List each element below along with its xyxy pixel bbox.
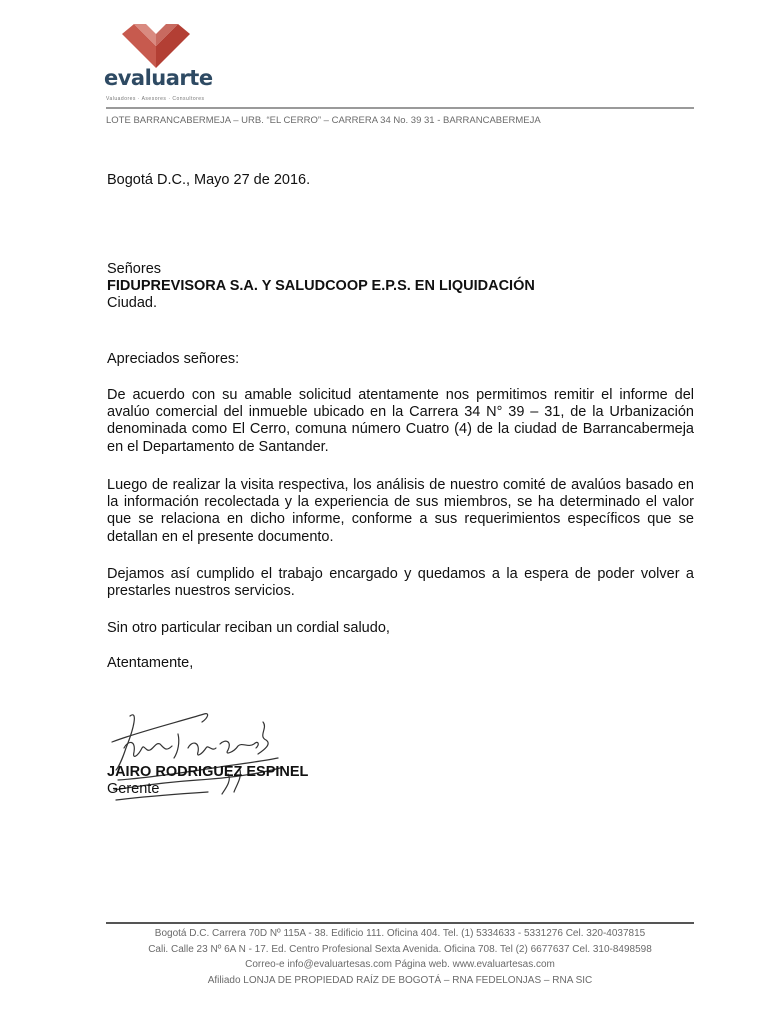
footer-line-cali: Cali. Calle 23 Nº 6A N - 17. Ed. Centro Profesional Sexta Avenida. Oficina 708. Tel (2) 6677637 Cel. 310-8498598 [148,943,652,955]
paragraph-text: Luego de realizar la visita respectiva, los análisis de nuestro comité de avalúos basado en la información recolectada y la experiencia de sus miembros, se ha determinado el valor que se relaciona en dicho informe, conforme a sus requerimientos específicos que se detallan en el presente documento. [107,477,694,545]
body-paragraph-1 [107,387,694,456]
recipient-block [107,261,694,313]
recipient-city: Ciudad. [107,295,157,312]
signer-block [107,764,308,798]
body-paragraph-3 [107,566,694,600]
paragraph-text: Dejamos así cumplido el trabajo encargado y quedamos a la espera de poder volver a prestarles nuestros servicios. [107,566,694,600]
logo-tagline: Valuadores · Asesores · Consultores [106,96,205,102]
footer [80,926,720,988]
footer-divider [106,922,694,924]
header-address: LOTE BARRANCABERMEJA – URB. “EL CERRO” – CARRERA 34 No. 39 31 - BARRANCABERMEJA [106,115,541,126]
footer-line-bogota: Bogotá D.C. Carrera 70D Nº 115A - 38. Edificio 111. Oficina 404. Tel. (1) 5334633 - 5331276 Cel. 320-4037815 [154,928,646,939]
logo-wordmark: evaluarte [104,66,213,90]
salutation: Apreciados señores: [107,351,240,367]
letter-date: Bogotá D.C., Mayo 27 de 2016. [107,172,311,188]
greeting: Sin otro particular reciban un cordial saludo, [107,620,390,636]
body-paragraph-2 [107,477,694,546]
closing: Atentamente, [107,655,194,671]
signer-name: JAIRO RODRIGUEZ ESPINEL [107,764,309,780]
recipient-name: FIDUPREVISORA S.A. Y SALUDCOOP E.P.S. EN LIQUIDACIÓN [107,278,535,295]
footer-line-contact: Correo-e info@evaluartesas.com Página web. www.evaluartesas.com [245,959,555,970]
signer-title: Gerente [107,781,160,798]
header-divider [106,107,694,109]
paragraph-text: De acuerdo con su amable solicitud atentamente nos permitimos remitir el informe del avalúo comercial del inmueble ubicado en la Carrera 34 N° 39 – 31, de la Urbanización denominada como El Cerro, comuna número Cuatro (4) de la ciudad de Barrancabermeja en el Departamento de Santander. [107,387,694,455]
chevron-logo-icon [120,22,192,68]
company-logo [104,22,214,106]
footer-line-affiliation: Afiliado LONJA DE PROPIEDAD RAÍZ DE BOGOTÁ – RNA FEDELONJAS – RNA SIC [207,974,593,986]
recipient-title: Señores [107,261,162,277]
